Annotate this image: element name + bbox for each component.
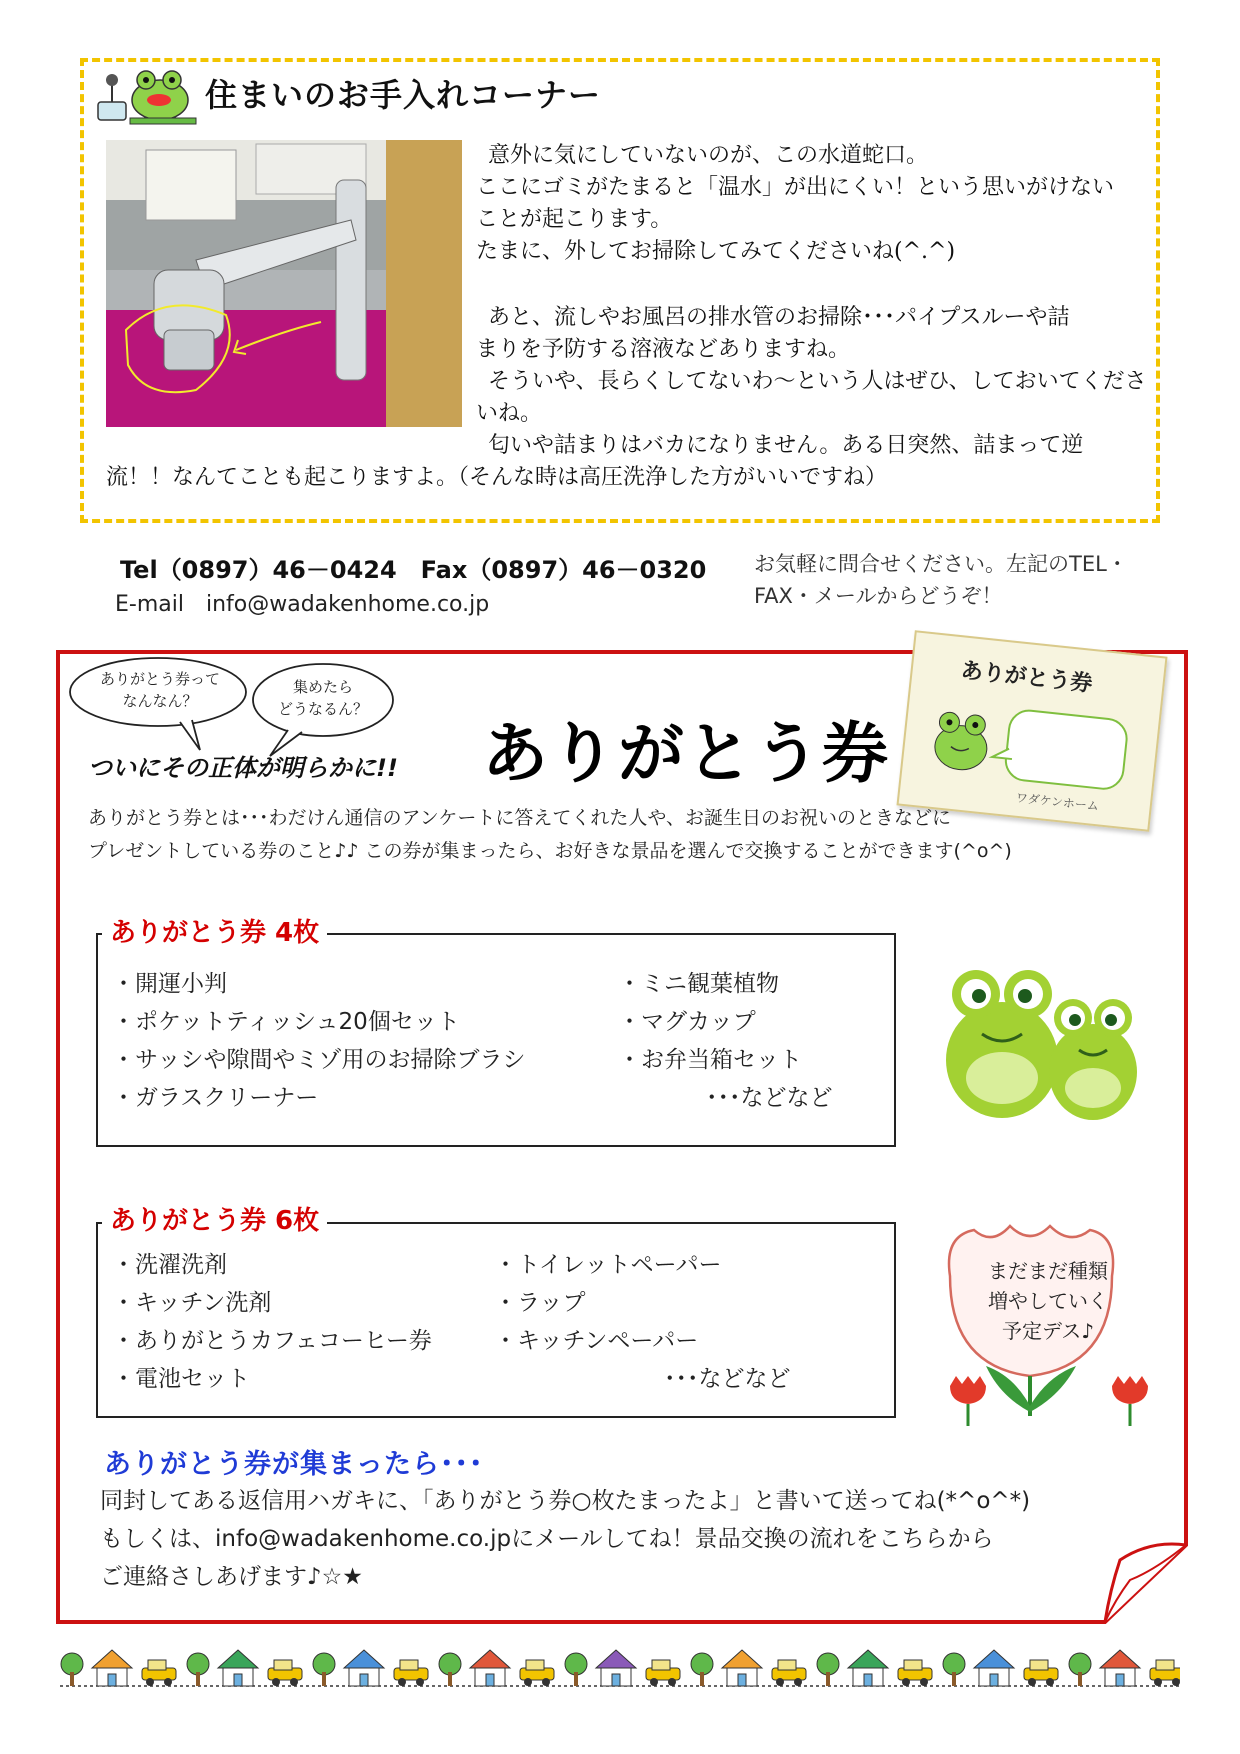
two-frogs-icon xyxy=(938,960,1152,1130)
reward-item: ・キッチン洗剤 xyxy=(112,1290,272,1316)
car-icon xyxy=(898,1660,932,1686)
arigato-ken-title: ありがとう券 xyxy=(482,715,890,792)
description-line: プレゼントしている券のこと♪♪ この券が集まったら、お好きな景品を選んで交換することができます(^o^) xyxy=(88,840,1012,862)
town-border-decoration xyxy=(60,1638,1180,1694)
speech-bubble-line: なんなん？ xyxy=(122,692,198,710)
car-icon xyxy=(646,1660,680,1686)
reward-item: ・ラップ xyxy=(494,1290,586,1316)
maintenance-text-line: たまに、外してお掃除してみてくださいね(^.^) xyxy=(476,239,956,264)
house-icon xyxy=(92,1650,132,1686)
car-icon xyxy=(1150,1660,1180,1686)
car-icon xyxy=(142,1660,176,1686)
maintenance-text-line: あと、流しやお風呂の排水管のお掃除･･･パイプスルーや詰 xyxy=(488,305,1070,330)
reward-item: ・ポケットティッシュ20個セット xyxy=(112,1009,460,1035)
car-icon xyxy=(520,1660,554,1686)
collect-text-line: もしくは、info@wadakenhome.co.jpにメールしてね！景品交換の流れをこちらから xyxy=(100,1526,994,1552)
speech-bubble-2 xyxy=(262,676,384,720)
speech-bubble-line: 集めたら xyxy=(292,678,353,696)
tree-icon xyxy=(1069,1653,1091,1686)
speech-bubble-line: ありがとう券って xyxy=(99,670,220,688)
tulip-message-line: 増やしていく xyxy=(988,1289,1108,1313)
speech-bubble-line: どうなるん？ xyxy=(277,700,368,718)
reward-item: ・サッシや隙間やミゾ用のお掃除ブラシ xyxy=(112,1047,526,1073)
reward-item: ・ガラスクリーナー xyxy=(112,1085,319,1111)
car-icon xyxy=(1024,1660,1058,1686)
tree-icon xyxy=(943,1653,965,1686)
car-icon xyxy=(772,1660,806,1686)
tree-icon xyxy=(817,1653,839,1686)
house-icon xyxy=(722,1650,762,1686)
tree-icon xyxy=(61,1653,83,1686)
reward-etc: ･･･などなど xyxy=(706,1085,833,1111)
maintenance-text-line: そういや、長らくしてないわ～という人はぜひ、しておいてくださ xyxy=(488,369,1147,394)
collect-text-line: ご連絡さしあげます♪☆★ xyxy=(100,1564,363,1590)
house-icon xyxy=(596,1650,636,1686)
tulip-message-line: 予定デス♪ xyxy=(1002,1319,1094,1343)
maintenance-text-line: いね。 xyxy=(476,401,543,426)
ticket-card-title: ありがとう券 xyxy=(959,658,1094,697)
maintenance-text-line: ことが起こります。 xyxy=(476,207,673,232)
reward-item: ・開運小判 xyxy=(112,971,227,997)
tulip-message-line: まだまだ種類 xyxy=(988,1259,1108,1283)
ticket-card-footer: ワダケンホーム xyxy=(1015,790,1100,814)
reward-item: ・トイレットペーパー xyxy=(494,1252,722,1278)
maintenance-corner-title: 住まいのお手入れコーナー xyxy=(205,76,602,114)
house-icon xyxy=(1100,1650,1140,1686)
maintenance-text-line: まりを予防する溶液などありますね。 xyxy=(476,337,851,362)
house-icon xyxy=(344,1650,384,1686)
reward-box-6-heading: ありがとう券 6枚 xyxy=(102,1200,327,1237)
collect-text-line: 同封してある返信用ハガキに、「ありがとう券○枚たまったよ」と書いて送ってね(*^o^*) xyxy=(100,1488,1031,1514)
house-icon xyxy=(974,1650,1014,1686)
collect-heading: ありがとう券が集まったら･･･ xyxy=(104,1449,484,1480)
contact-note-line: お気軽に問合せください。左記のTEL・ xyxy=(754,552,1128,576)
maintenance-text-line: ここにゴミがたまると「温水」が出にくい！という思いがけない xyxy=(476,175,1115,200)
tree-icon xyxy=(565,1653,587,1686)
tree-icon xyxy=(187,1653,209,1686)
tel-fax: Tel（0897）46－0424 Fax（0897）46－0320 xyxy=(120,556,707,584)
tree-icon xyxy=(691,1653,713,1686)
reward-item: ・電池セット xyxy=(112,1366,250,1392)
reward-item: ・お弁当箱セット xyxy=(618,1047,802,1073)
tree-icon xyxy=(313,1653,335,1686)
reward-box-4-heading: ありがとう券 4枚 xyxy=(102,912,327,949)
arigato-ken-description xyxy=(88,802,1148,868)
reward-item: ・ミニ観葉植物 xyxy=(618,971,779,997)
tree-icon xyxy=(439,1653,461,1686)
email-address[interactable]: E-mail info@wadakenhome.co.jp xyxy=(115,592,490,617)
house-icon xyxy=(470,1650,510,1686)
reward-item: ・洗濯洗剤 xyxy=(112,1252,227,1278)
reward-etc: ･･･などなど xyxy=(664,1366,791,1392)
maintenance-text-line: 意外に気にしていないのが、この水道蛇口。 xyxy=(488,143,929,168)
reward-item: ・マグカップ xyxy=(618,1009,756,1035)
tulip-message xyxy=(960,1256,1136,1346)
contact-note-line: FAX・メールからどうぞ！ xyxy=(754,584,1003,608)
speech-bubble-1 xyxy=(80,668,240,712)
house-icon xyxy=(218,1650,258,1686)
car-icon xyxy=(394,1660,428,1686)
maintenance-text-line: 匂いや詰まりはバカになりません。ある日突然、詰まって逆 xyxy=(488,433,1084,458)
house-icon xyxy=(848,1650,888,1686)
catch-phrase: ついにその正体が明らかに!! xyxy=(88,754,398,782)
reward-item: ・キッチンペーパー xyxy=(494,1328,699,1354)
description-line: ありがとう券とは･･･わだけん通信のアンケートに答えてくれた人や、お誕生日のお祝いのときなどに xyxy=(88,807,951,829)
maintenance-text-line: 流！！なんてことも起こりますよ。（そんな時は高圧洗浄した方がいいですね） xyxy=(106,465,888,490)
car-icon xyxy=(268,1660,302,1686)
reward-item: ・ありがとうカフェコーヒー券 xyxy=(112,1328,432,1354)
